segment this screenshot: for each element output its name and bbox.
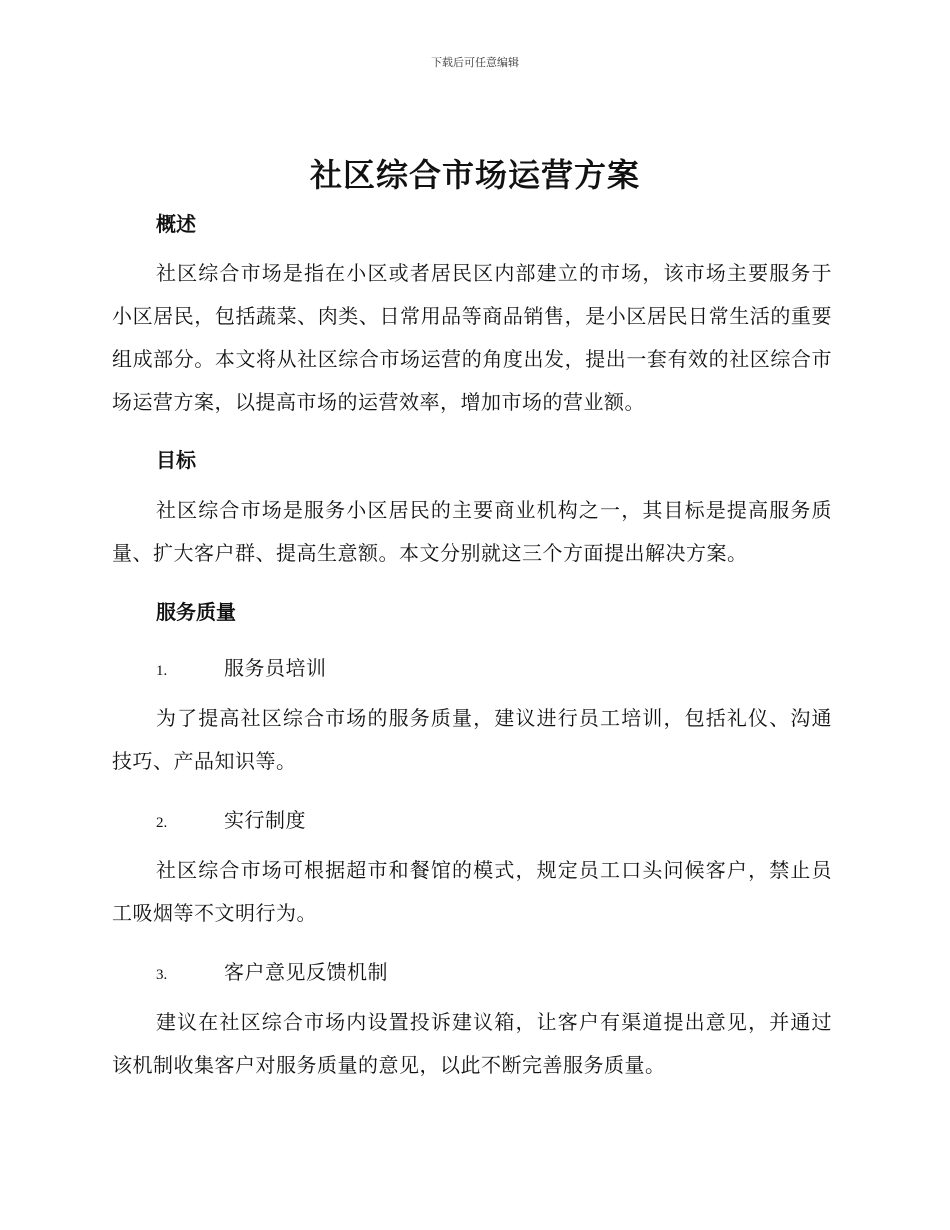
list-item-2: [156, 804, 306, 833]
list-item-title: 服务员培训: [224, 656, 327, 680]
section-heading-goals: 目标: [156, 448, 196, 472]
paragraph-overview: 社区综合市场是指在小区或者居民区内部建立的市场，该市场主要服务于小区居民，包括蔬菜、肉类、日常用品等商品销售，是小区居民日常生活的重要组成部分。本文将从社区综合市场运营的角度出发，提出一套有效的社区综合市场运营方案，以提高市场的运营效率，增加市场的营业额。: [112, 261, 832, 414]
list-number: 2.: [156, 815, 168, 831]
section-heading-overview: 概述: [156, 212, 196, 236]
list-item-title: 实行制度: [224, 808, 306, 832]
list-item-3: [156, 956, 388, 985]
list-item-1: [156, 652, 327, 681]
list-number: 1.: [156, 663, 168, 679]
header-note: 下载后可任意编辑: [431, 56, 519, 69]
paragraph-goals: 社区综合市场是服务小区居民的主要商业机构之一，其目标是提高服务质量、扩大客户群、提高生意额。本文分别就这三个方面提出解决方案。: [112, 498, 832, 565]
paragraph-item-1: 为了提高社区综合市场的服务质量，建议进行员工培训，包括礼仪、沟通技巧、产品知识等。: [112, 706, 832, 773]
list-number: 3.: [156, 967, 168, 983]
paragraph-item-2: 社区综合市场可根据超市和餐馆的模式，规定员工口头问候客户，禁止员工吸烟等不文明行为。: [112, 858, 832, 925]
paragraph-item-3: 建议在社区综合市场内设置投诉建议箱，让客户有渠道提出意见，并通过该机制收集客户对服务质量的意见，以此不断完善服务质量。: [112, 1010, 832, 1077]
document-title: 社区综合市场运营方案: [309, 156, 640, 194]
section-heading-service-quality: 服务质量: [156, 600, 236, 624]
list-item-title: 客户意见反馈机制: [224, 960, 388, 984]
